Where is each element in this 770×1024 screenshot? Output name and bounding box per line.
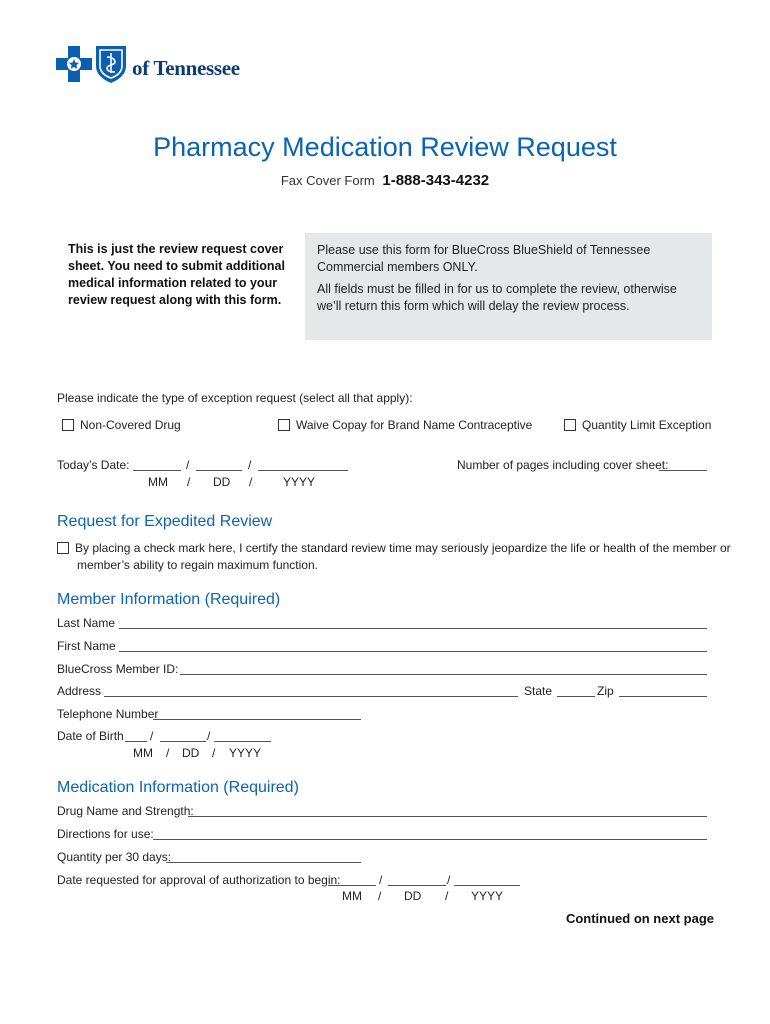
checkbox[interactable]	[278, 419, 290, 431]
dob-dd-field[interactable]	[160, 741, 206, 742]
bluecross-icon	[56, 46, 92, 82]
option-waive-copay[interactable]	[278, 418, 532, 432]
date-dd-field[interactable]	[196, 470, 242, 471]
checkbox[interactable]	[564, 419, 576, 431]
state-label: State	[524, 684, 553, 698]
expedited-heading: Request for Expedited Review	[57, 513, 273, 530]
zip-field[interactable]	[619, 696, 707, 697]
expedited-text-2: member’s ability to regain maximum function.	[77, 558, 318, 572]
slash: /	[447, 873, 451, 887]
dob-mm-field[interactable]	[125, 741, 147, 742]
req-mm-field[interactable]	[328, 885, 376, 886]
slash: /	[379, 873, 383, 887]
last-name-label: Last Name	[57, 616, 116, 630]
first-name-field[interactable]	[119, 651, 707, 652]
date-requested-label: Date requested for approval of authorization to begin:	[57, 873, 341, 887]
member-heading: Member Information (Required)	[57, 591, 281, 608]
blueshield-icon	[94, 44, 128, 84]
dd-hint: DD	[182, 746, 200, 760]
address-field[interactable]	[104, 696, 518, 697]
req-yyyy-field[interactable]	[454, 885, 520, 886]
slash: /	[248, 458, 252, 472]
drug-name-label: Drug Name and Strength:	[57, 804, 194, 818]
zip-label: Zip	[597, 684, 614, 698]
member-notice-box	[305, 233, 712, 340]
first-name-label: First Name	[57, 639, 116, 653]
quantity-field[interactable]	[166, 862, 361, 863]
slash: /	[186, 458, 190, 472]
medication-heading: Medication Information (Required)	[57, 779, 299, 796]
option-non-covered-drug[interactable]	[62, 418, 181, 432]
slash: /	[249, 475, 253, 489]
telephone-field[interactable]	[153, 719, 361, 720]
option-label: Non-Covered Drug	[80, 418, 181, 432]
slash: /	[150, 729, 154, 743]
option-label: Quantity Limit Exception	[582, 418, 712, 432]
notice-fields: All fields must be filled in for us to complete the review, otherwise we’ll return this form which will delay the review process.	[317, 282, 677, 313]
member-id-label: BlueCross Member ID:	[57, 662, 179, 676]
req-dd-field[interactable]	[388, 885, 446, 886]
fax-number: 1-888-343-4232	[382, 172, 490, 189]
date-yyyy-field[interactable]	[258, 470, 348, 471]
dd-hint: DD	[404, 889, 422, 903]
slash: /	[378, 889, 382, 903]
todays-date-label: Today’s Date:	[57, 458, 130, 472]
date-mm-field[interactable]	[133, 470, 181, 471]
fax-label: Fax Cover Form	[280, 173, 375, 188]
drug-name-field[interactable]	[188, 816, 707, 817]
slash: /	[166, 746, 170, 760]
expedited-certify[interactable]	[57, 541, 731, 555]
member-id-field[interactable]	[180, 674, 707, 675]
fax-line	[0, 172, 770, 189]
dob-yyyy-field[interactable]	[214, 741, 271, 742]
checkbox[interactable]	[62, 419, 74, 431]
directions-label: Directions for use:	[57, 827, 154, 841]
last-name-field[interactable]	[119, 628, 707, 629]
cover-sheet-note: This is just the review request cover sheet. You need to submit additional medical information related to your review request along with this form.	[68, 242, 285, 307]
expedited-text-1: By placing a check mark here, I certify the standard review time may seriously jeopardize the life or health of the member or	[75, 541, 731, 555]
logo	[56, 44, 240, 84]
mm-hint: MM	[133, 746, 153, 760]
slash: /	[207, 729, 211, 743]
pages-field[interactable]	[659, 470, 707, 471]
directions-field[interactable]	[153, 839, 707, 840]
dd-hint: DD	[213, 475, 231, 489]
page-title: Pharmacy Medication Review Request	[153, 132, 617, 162]
pages-label: Number of pages including cover sheet:	[457, 458, 669, 472]
slash: /	[212, 746, 216, 760]
telephone-label: Telephone Number	[57, 707, 159, 721]
address-label: Address	[57, 684, 102, 698]
option-label: Waive Copay for Brand Name Contraceptive	[296, 418, 533, 432]
dob-label: Date of Birth	[57, 729, 124, 743]
mm-hint: MM	[342, 889, 362, 903]
slash: /	[187, 475, 191, 489]
brand-name: of Tennessee	[132, 55, 240, 80]
yyyy-hint: YYYY	[471, 889, 504, 903]
state-field[interactable]	[557, 696, 595, 697]
slash: /	[445, 889, 449, 903]
checkbox[interactable]	[57, 542, 69, 554]
quantity-label: Quantity per 30 days:	[57, 850, 172, 864]
continued-note: Continued on next page	[565, 911, 714, 926]
option-quantity-limit[interactable]	[564, 418, 711, 432]
mm-hint: MM	[148, 475, 168, 489]
notice-commercial: Please use this form for BlueCross BlueShield of Tennessee Commercial members ONLY.	[317, 243, 651, 274]
exception-prompt: Please indicate the type of exception request (select all that apply):	[57, 391, 413, 405]
yyyy-hint: YYYY	[229, 746, 262, 760]
yyyy-hint: YYYY	[283, 475, 316, 489]
